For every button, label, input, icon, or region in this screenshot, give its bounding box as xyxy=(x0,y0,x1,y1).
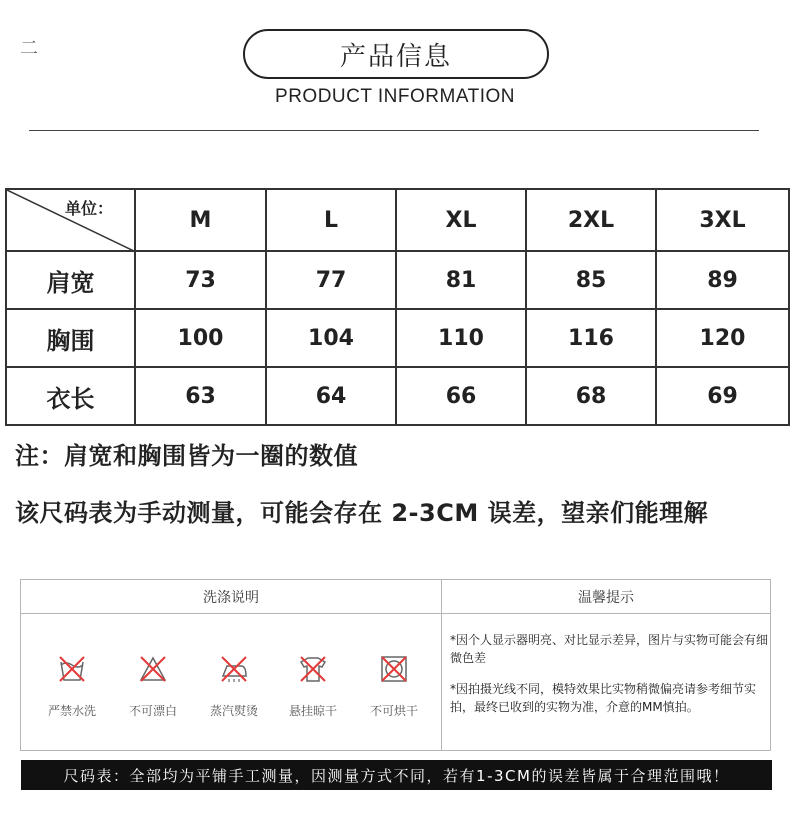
care-panel xyxy=(20,579,771,751)
size-table xyxy=(5,188,790,426)
table-cell: 64 xyxy=(266,367,396,425)
size-header-xl: XL xyxy=(396,189,526,251)
no-bleach-icon xyxy=(138,654,168,684)
tips-title: 温馨提示 xyxy=(442,580,770,614)
table-cell: 73 xyxy=(135,251,266,309)
row-label-chest: 胸围 xyxy=(6,309,135,367)
size-header-row xyxy=(6,189,789,251)
wash-label: 不可烘干 xyxy=(369,704,418,718)
table-cell: 104 xyxy=(266,309,396,367)
page-subtitle: PRODUCT INFORMATION xyxy=(275,86,515,107)
table-cell: 116 xyxy=(526,309,656,367)
row-label-shoulder: 肩宽 xyxy=(6,251,135,309)
page-title: 产品信息 xyxy=(243,29,549,79)
unit-label: 单位： xyxy=(65,199,114,218)
wash-item xyxy=(114,654,192,719)
wash-title: 洗涤说明 xyxy=(21,580,441,614)
wash-label: 不可漂白 xyxy=(128,704,177,718)
table-row xyxy=(6,367,789,425)
table-cell: 110 xyxy=(396,309,526,367)
divider xyxy=(29,130,759,131)
row-label-length: 衣长 xyxy=(6,367,135,425)
unit-header-cell xyxy=(6,189,135,251)
table-cell: 85 xyxy=(526,251,656,309)
wash-label: 蒸汽熨烫 xyxy=(209,704,258,718)
table-cell: 100 xyxy=(135,309,266,367)
corner-mark: 二 xyxy=(20,38,38,59)
wash-item xyxy=(33,654,111,719)
table-cell: 120 xyxy=(656,309,789,367)
table-cell: 77 xyxy=(266,251,396,309)
size-header-l: L xyxy=(266,189,396,251)
table-cell: 89 xyxy=(656,251,789,309)
no-water-wash-icon xyxy=(57,654,87,684)
table-row xyxy=(6,309,789,367)
table-cell: 68 xyxy=(526,367,656,425)
table-cell: 69 xyxy=(656,367,789,425)
table-row xyxy=(6,251,789,309)
wash-icons xyxy=(21,614,441,749)
wash-item xyxy=(355,654,433,719)
tip-lighting: *因拍摄光线不同，模特效果比实物稍微偏亮请参考细节实拍，最终已收到的实物为准，介意的MM慎拍。 xyxy=(450,682,757,714)
hang-dry-icon xyxy=(298,654,328,684)
no-tumble-dry-icon xyxy=(379,654,409,684)
wash-label: 严禁水洗 xyxy=(47,704,96,718)
wash-item xyxy=(274,654,352,719)
size-note-banner: 尺码表：全部均为平铺手工测量，因测量方式不同，若有1-3CM的误差皆属于合理范围哦！ xyxy=(21,760,772,790)
size-header-2xl: 2XL xyxy=(526,189,656,251)
size-header-3xl: 3XL xyxy=(656,189,789,251)
wash-item xyxy=(195,654,273,719)
wash-label: 悬挂晾干 xyxy=(288,704,337,718)
table-cell: 81 xyxy=(396,251,526,309)
table-cell: 66 xyxy=(396,367,526,425)
table-cell: 63 xyxy=(135,367,266,425)
size-header-m: M xyxy=(135,189,266,251)
tips-section xyxy=(442,580,770,750)
no-steam-iron-icon xyxy=(219,654,249,684)
measurement-note: 注：肩宽和胸围皆为一圈的数值 xyxy=(15,442,358,470)
tip-color-difference: *因个人显示器明亮、对比显示差异，图片与实物可能会有细微色差 xyxy=(450,633,769,665)
error-note: 该尺码表为手动测量，可能会存在 2-3CM 误差，望亲们能理解 xyxy=(15,499,709,527)
wash-section xyxy=(21,580,442,750)
